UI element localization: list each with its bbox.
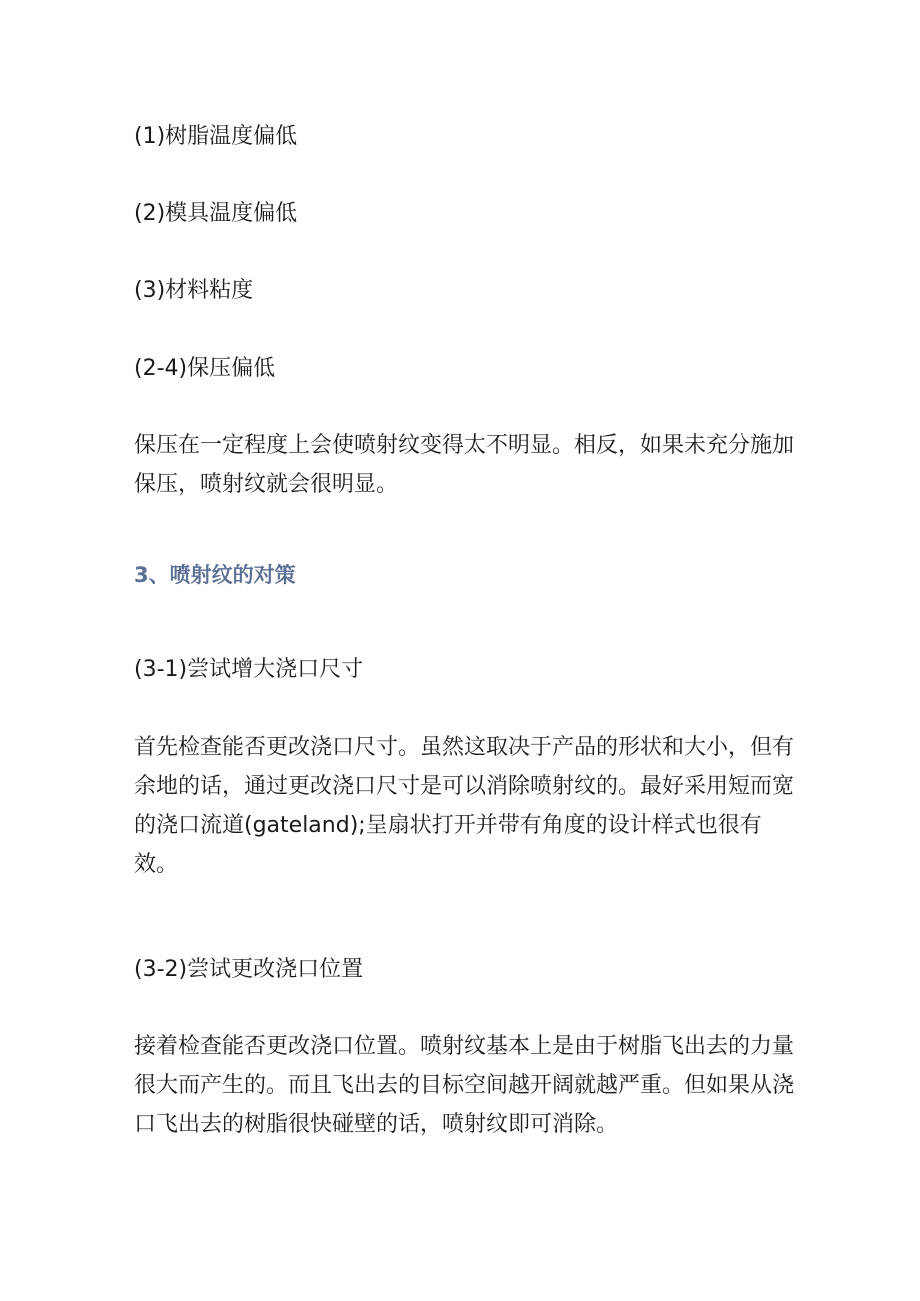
cause-item-viscosity: (3)材料粘度 — [134, 278, 254, 303]
cause-item-mold-temp: (2)模具温度偏低 — [134, 201, 298, 226]
paragraph-line: 首先检查能否更改浇口尺寸。虽然这取决于产品的形状和大小，但有 — [134, 735, 795, 760]
paragraph-line: 保压，喷射纹就会很明显。 — [134, 472, 399, 497]
paragraph-gate-size — [134, 728, 794, 884]
cause-item-resin-temp: (1)树脂温度偏低 — [134, 124, 298, 149]
paragraph-line: 的浇口流道(gateland);呈扇状打开并带有角度的设计样式也很有 — [134, 813, 762, 838]
paragraph-holding-pressure — [134, 426, 794, 504]
paragraph-line: 接着检查能否更改浇口位置。喷射纹基本上是由于树脂飞出去的力量 — [134, 1034, 795, 1059]
subheading-change-gate-position: (3-2)尝试更改浇口位置 — [134, 957, 364, 982]
paragraph-line: 口飞出去的树脂很快碰壁的话，喷射纹即可消除。 — [134, 1112, 619, 1137]
paragraph-line: 余地的话，通过更改浇口尺寸是可以消除喷射纹的。最好采用短而宽 — [134, 774, 795, 799]
section-heading-countermeasures: 3、喷射纹的对策 — [134, 563, 296, 587]
paragraph-line: 很大而产生的。而且飞出去的目标空间越开阔就越严重。但如果从浇 — [134, 1073, 795, 1098]
paragraph-line: 效。 — [134, 852, 179, 877]
cause-item-holding-pressure: (2-4)保压偏低 — [134, 356, 276, 381]
subheading-increase-gate-size: (3-1)尝试增大浇口尺寸 — [134, 657, 364, 682]
paragraph-gate-position — [134, 1027, 794, 1144]
paragraph-line: 保压在一定程度上会使喷射纹变得太不明显。相反，如果未充分施加 — [134, 433, 795, 458]
